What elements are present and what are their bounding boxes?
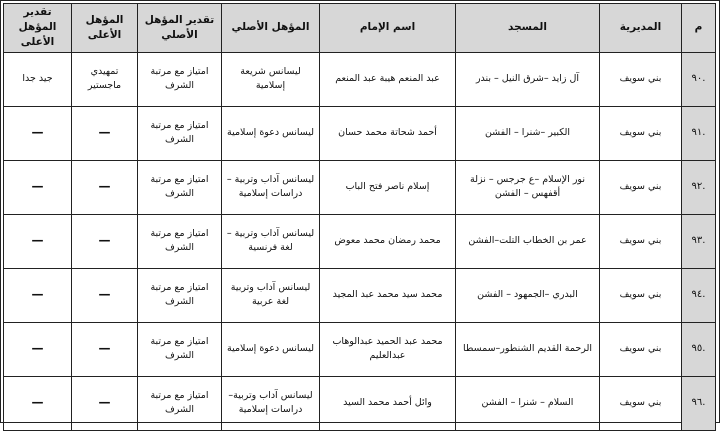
- cell-number: .٩٠: [682, 52, 716, 106]
- header-original-qualification-grade: تقدير المؤهل الأصلي: [138, 4, 222, 53]
- cell-higher-qualification-grade: —: [4, 214, 72, 268]
- cell-higher-qualification: —: [72, 268, 138, 322]
- cell-higher-qualification: —: [72, 376, 138, 430]
- cell-original-qualification-grade: امتياز مع مرتبة الشرف: [138, 214, 222, 268]
- cell-original-qualification: ليسانس دعوة إسلامية: [222, 106, 320, 160]
- cell-directorate: بني سويف: [600, 106, 682, 160]
- cell-higher-qualification: —: [72, 322, 138, 376]
- cell-number: .٩٣: [682, 214, 716, 268]
- header-imam-name: اسم الإمام: [320, 4, 456, 53]
- header-higher-qualification: المؤهل الأعلى: [72, 4, 138, 53]
- cell-directorate: بني سويف: [600, 268, 682, 322]
- table-row: [4, 214, 716, 268]
- cell-higher-qualification-grade: —: [4, 376, 72, 430]
- cell-original-qualification: ليسانس دعوة إسلامية: [222, 322, 320, 376]
- cell-higher-qualification-grade: —: [4, 106, 72, 160]
- cell-higher-qualification: تمهيدي ماجستير: [72, 52, 138, 106]
- header-higher-qualification-grade: تقدير المؤهل الأعلى: [4, 4, 72, 53]
- cell-original-qualification-grade: امتياز مع مرتبة الشرف: [138, 52, 222, 106]
- cell-mosque: نور الإسلام –ع جرجس – نزلة أقفهس – الفشن: [456, 160, 600, 214]
- header-number: م: [682, 4, 716, 53]
- cell-original-qualification-grade: امتياز مع مرتبة الشرف: [138, 268, 222, 322]
- cell-mosque: آل زايد –شرق النيل – بندر: [456, 52, 600, 106]
- table-row: [4, 160, 716, 214]
- cell-mosque: الرحمة القديم الشنطور–سمسطا: [456, 322, 600, 376]
- table-row: [4, 376, 716, 430]
- table-row: [4, 322, 716, 376]
- cell-imam-name: وائل أحمد محمد السيد: [320, 376, 456, 430]
- cell-higher-qualification: —: [72, 214, 138, 268]
- cell-original-qualification-grade: امتياز مع مرتبة الشرف: [138, 322, 222, 376]
- cell-imam-name: محمد عبد الحميد عبدالوهاب عبدالعليم: [320, 322, 456, 376]
- cell-number: .٩٦: [682, 376, 716, 430]
- cell-imam-name: إسلام ناصر فتح الباب: [320, 160, 456, 214]
- header-original-qualification: المؤهل الأصلي: [222, 4, 320, 53]
- cell-higher-qualification-grade: جيد جدا: [4, 52, 72, 106]
- cell-higher-qualification-grade: —: [4, 160, 72, 214]
- cell-original-qualification: ليسانس آداب وتربية لغة عربية: [222, 268, 320, 322]
- cell-original-qualification-grade: امتياز مع مرتبة الشرف: [138, 160, 222, 214]
- cell-number: .٩٥: [682, 322, 716, 376]
- cell-directorate: بني سويف: [600, 214, 682, 268]
- header-row: [4, 4, 716, 53]
- cell-original-qualification-grade: امتياز مع مرتبة الشرف: [138, 106, 222, 160]
- cell-higher-qualification-grade: —: [4, 322, 72, 376]
- table-row: [4, 268, 716, 322]
- cell-directorate: بني سويف: [600, 52, 682, 106]
- cell-original-qualification: ليسانس شريعة إسلامية: [222, 52, 320, 106]
- cell-directorate: بني سويف: [600, 322, 682, 376]
- cell-original-qualification: ليسانس آداب وتربية – لغة فرنسية: [222, 214, 320, 268]
- imams-table: [3, 3, 716, 431]
- cell-mosque: البدري –الجمهود – الفشن: [456, 268, 600, 322]
- cell-higher-qualification: —: [72, 160, 138, 214]
- cell-imam-name: عبد المنعم هيبة عبد المنعم: [320, 52, 456, 106]
- table-row: [4, 52, 716, 106]
- cell-mosque: عمر بن الخطاب التلت–الفشن: [456, 214, 600, 268]
- cell-directorate: بني سويف: [600, 160, 682, 214]
- cell-imam-name: محمد رمضان محمد معوض: [320, 214, 456, 268]
- cell-number: .٩٢: [682, 160, 716, 214]
- cell-higher-qualification: —: [72, 106, 138, 160]
- cell-original-qualification-grade: امتياز مع مرتبة الشرف: [138, 376, 222, 430]
- table-row: [4, 106, 716, 160]
- header-mosque: المسجد: [456, 4, 600, 53]
- cell-original-qualification: ليسانس آداب وتربية– دراسات إسلامية: [222, 376, 320, 430]
- cell-original-qualification: ليسانس آداب وتربية – دراسات إسلامية: [222, 160, 320, 214]
- header-directorate: المديرية: [600, 4, 682, 53]
- cell-higher-qualification-grade: —: [4, 268, 72, 322]
- cell-number: .٩١: [682, 106, 716, 160]
- cell-mosque: الكبير –شنرا – الفشن: [456, 106, 600, 160]
- cell-number: .٩٤: [682, 268, 716, 322]
- cell-directorate: بني سويف: [600, 376, 682, 430]
- cell-mosque: السلام – شنرا – الفشن: [456, 376, 600, 430]
- cell-imam-name: محمد سيد محمد عبد المجيد: [320, 268, 456, 322]
- cell-imam-name: أحمد شحاتة محمد حسان: [320, 106, 456, 160]
